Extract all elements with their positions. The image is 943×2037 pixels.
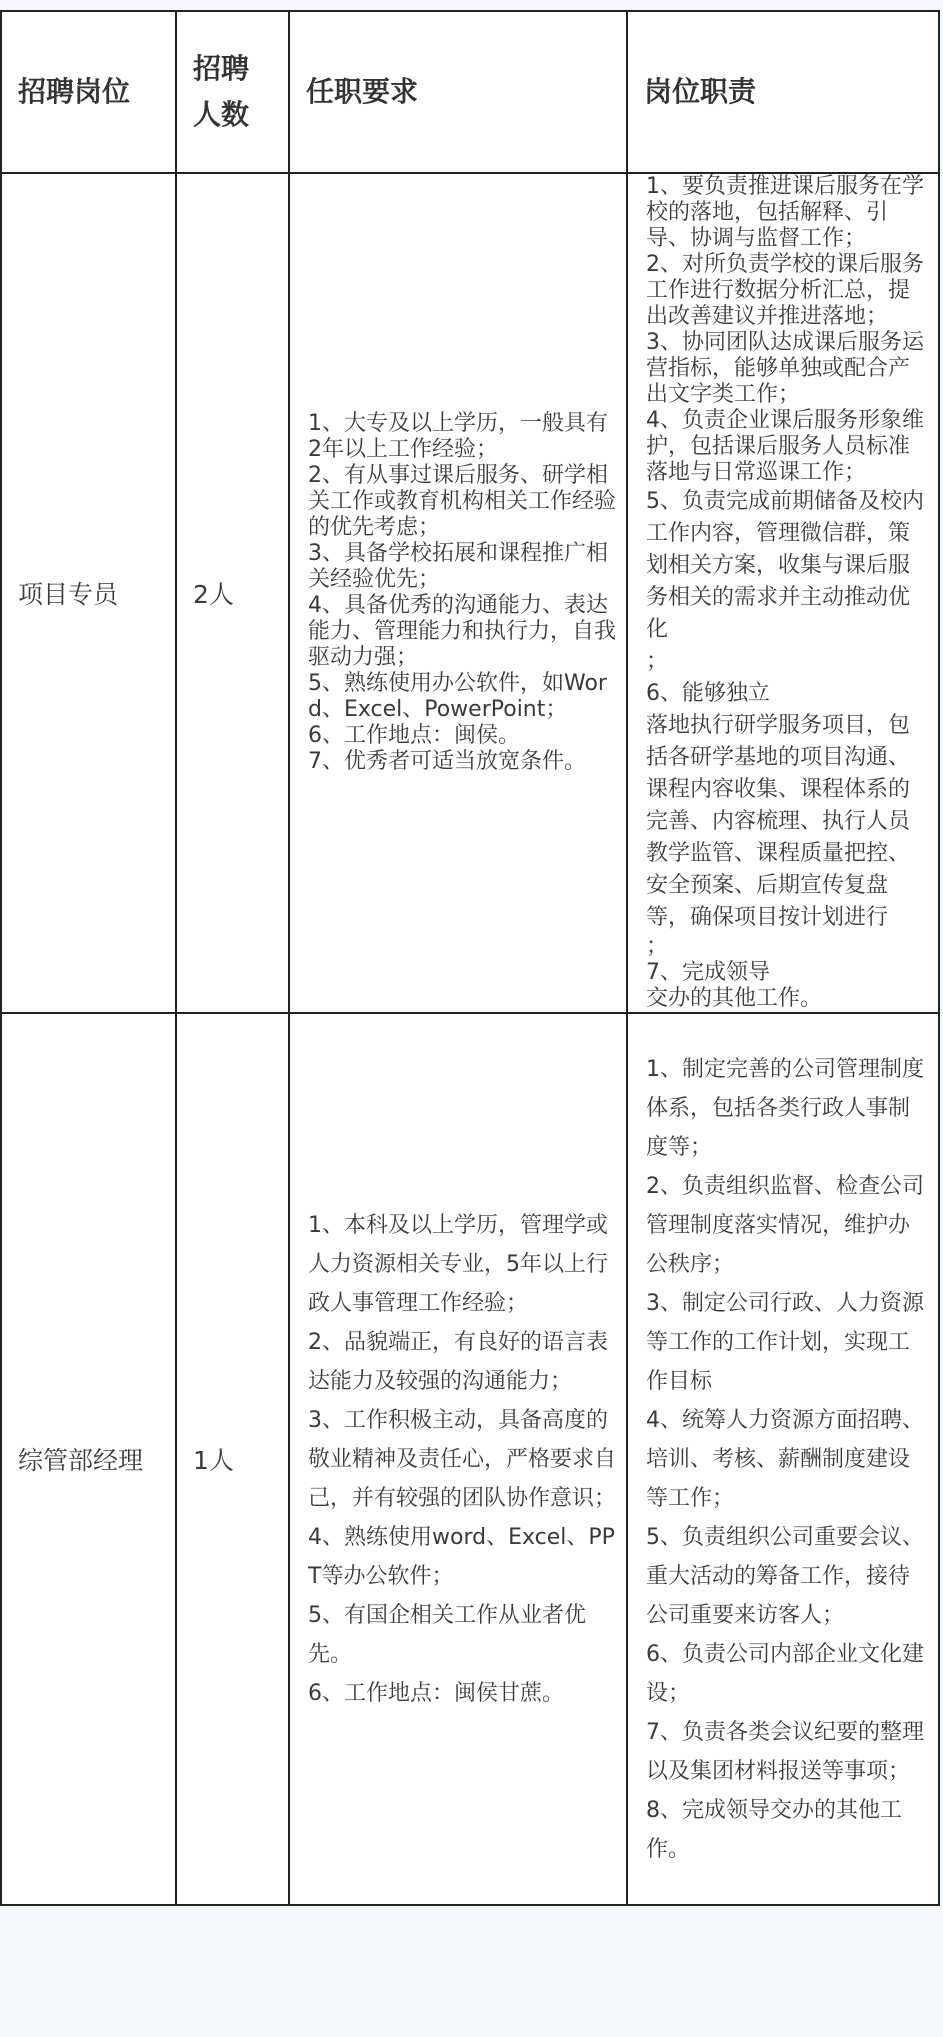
list-item: 2、有从事过课后服务、研学相关工作或教育机构相关工作经验的优先考虑； — [308, 463, 617, 540]
list-item: 5、负责组织公司重要会议、重大活动的筹备工作，接待公司重要来访客人； — [646, 1524, 924, 1628]
list-item: 6、负责公司内部企业文化建设； — [646, 1641, 924, 1706]
list-item: 落地执行研学服务项目，包括各研学基地的项目沟通、课程内容收集、课程体系的完善、内容梳理、执行人员教学监管、课程质量把控、安全预案、后期宣传复盘等，确保项目按计划进行 — [646, 713, 911, 930]
position-cell: 综管部经理 — [1, 1013, 176, 1905]
list-item: 2、品貌端正，有良好的语言表达能力及较强的沟通能力； — [308, 1329, 608, 1394]
list-item: 6、工作地点：闽侯。 — [308, 723, 520, 748]
table-header-row — [1, 11, 939, 173]
list-item: 4、负责企业课后服务形象维护，包括课后服务人员标准落地与日常巡课工作； — [646, 408, 924, 485]
duties-list — [646, 174, 928, 1012]
list-item: 交办的其他工作。 — [646, 986, 823, 1011]
list-item: ； — [646, 934, 669, 959]
list-item: 1、要负责推进课后服务在学校的落地，包括解释、引导、协调与监督工作； — [646, 174, 924, 251]
recruitment-table — [0, 10, 940, 1906]
recruitment-table-container — [0, 10, 938, 1906]
list-item: 3、工作积极主动，具备高度的敬业精神及责任心，严格要求自己，并有较强的团队协作意识； — [308, 1407, 617, 1511]
list-item: 3、制定公司行政、人力资源等工作的工作计划，实现工作目标 — [646, 1290, 924, 1394]
list-item: 5、有国企相关工作从业者优先。 — [308, 1602, 586, 1667]
requirements-list — [308, 411, 616, 775]
list-item: 4、具备优秀的沟通能力、表达能力、管理能力和执行力，自我驱动力强； — [308, 593, 617, 670]
list-item: 3、具备学校拓展和课程推广相关经验优先； — [308, 541, 608, 592]
table-row — [1, 173, 939, 1013]
list-item: 5、熟练使用办公软件，如Word、Excel、PowerPoint； — [308, 671, 607, 722]
list-item: 8、完成领导交办的其他工作。 — [646, 1797, 902, 1862]
duties-cell — [627, 173, 939, 1013]
list-item: 7、完成领导 — [646, 960, 770, 985]
list-item: 1、本科及以上学历，管理学或人力资源相关专业，5年以上行政人事管理工作经验； — [308, 1212, 608, 1316]
list-item: 2、对所负责学校的课后服务工作进行数据分析汇总，提出改善建议并推进落地； — [646, 252, 924, 329]
count-cell: 1人 — [176, 1013, 289, 1905]
header-position: 招聘岗位 — [1, 11, 176, 173]
duties-list — [646, 1050, 928, 1869]
table-row — [1, 1013, 939, 1905]
header-requirements: 任职要求 — [289, 11, 627, 173]
header-duties: 岗位职责 — [627, 11, 939, 173]
list-item: 6、能够独立 — [646, 681, 770, 706]
list-item: 2、负责组织监督、检查公司管理制度落实情况，维护办公秩序； — [646, 1173, 924, 1277]
list-item: 5、负责完成前期储备及校内工作内容，管理微信群，策划相关方案，收集与课后服务相关的需求并主动推动优化 — [646, 489, 924, 642]
list-item: 4、熟练使用word、Excel、PPT等办公软件； — [308, 1524, 615, 1589]
requirements-list — [308, 1206, 616, 1713]
list-item: 1、大专及以上学历，一般具有2年以上工作经验； — [308, 411, 608, 462]
duties-cell — [627, 1013, 939, 1905]
header-count: 招聘人数 — [176, 11, 289, 173]
list-item: ； — [646, 649, 669, 674]
count-cell: 2人 — [176, 173, 289, 1013]
list-item: 1、制定完善的公司管理制度体系，包括各类行政人事制度等； — [646, 1056, 924, 1160]
position-cell: 项目专员 — [1, 173, 176, 1013]
list-item: 4、统筹人力资源方面招聘、培训、考核、薪酬制度建设等工作； — [646, 1407, 924, 1511]
requirements-cell — [289, 1013, 627, 1905]
list-item: 7、负责各类会议纪要的整理以及集团材料报送等事项； — [646, 1719, 924, 1784]
requirements-cell — [289, 173, 627, 1013]
list-item: 3、协同团队达成课后服务运营指标，能够单独或配合产出文字类工作； — [646, 330, 924, 407]
list-item: 7、优秀者可适当放宽条件。 — [308, 749, 586, 774]
list-item: 6、工作地点：闽侯甘蔗。 — [308, 1680, 564, 1706]
